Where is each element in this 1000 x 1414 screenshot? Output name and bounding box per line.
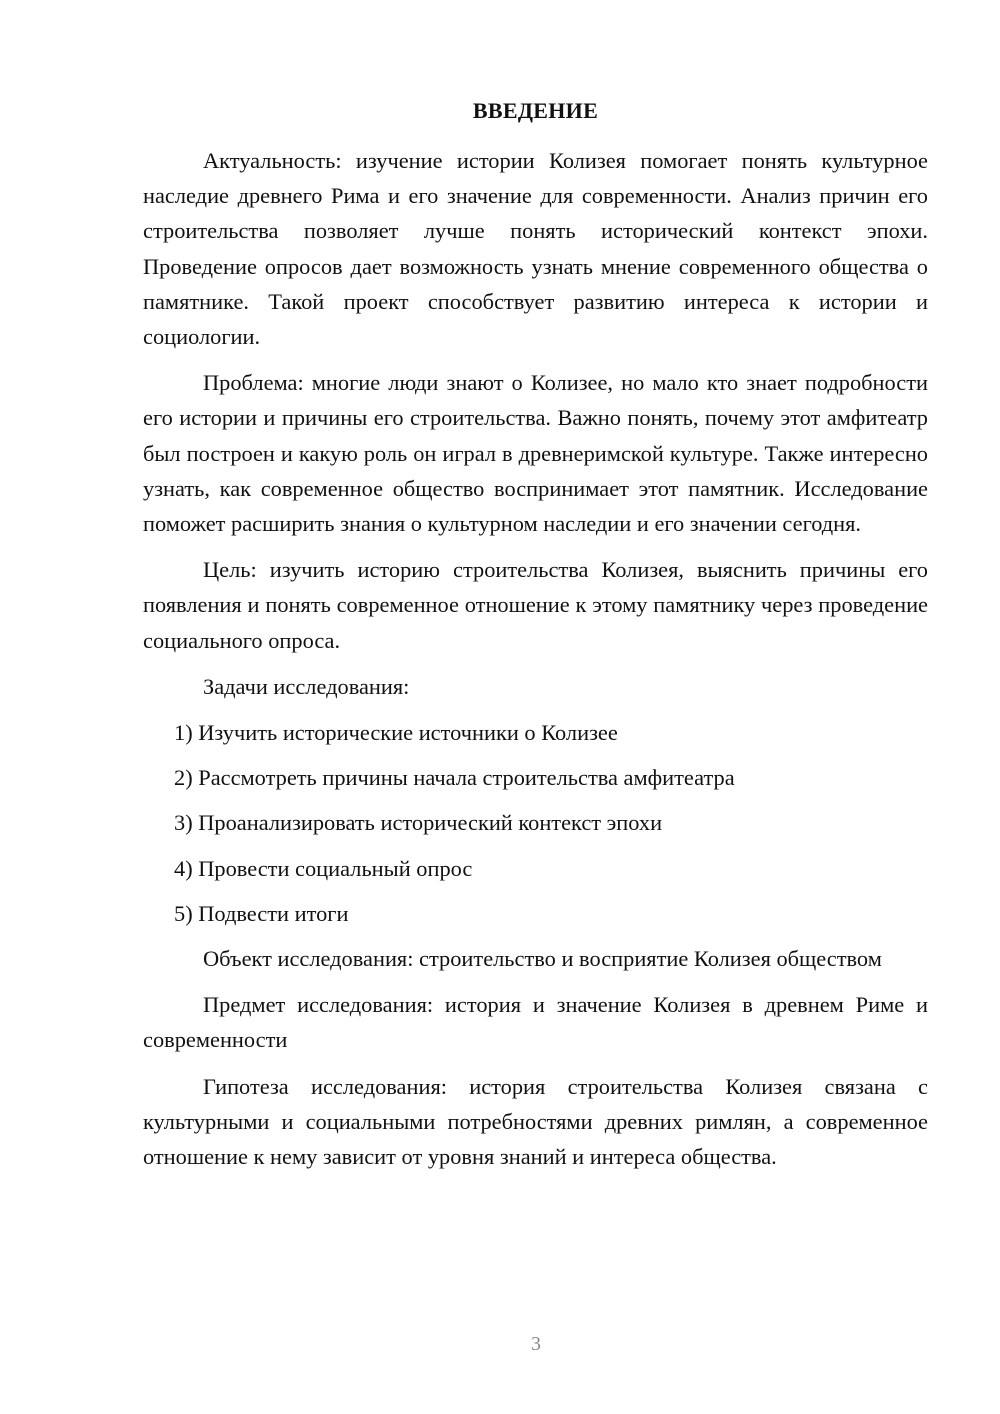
task-item: 5) Подвести итоги (174, 900, 349, 926)
relevance-paragraph: Актуальность: изучение истории Колизея помогает понять культурное наследие древнего Рима и его значение для современности. Анализ причин его строительства позволяет лучше понять исторический контекст эпохи. Проведение опросов дает возможность узнать мнение современного общества о памятнике. Такой проект способствует развитию интереса к истории и социологии. (143, 148, 928, 350)
hypothesis-paragraph: Гипотеза исследования: история строительства Колизея связана с культурными и социальными потребностями древних римлян, а современное отношение к нему зависит от уровня знаний и интереса общества. (143, 1073, 928, 1170)
task-item: 2) Рассмотреть причины начала строительства амфитеатра (174, 765, 735, 791)
subject-paragraph: Предмет исследования: история и значение Колизея в древнем Риме и современности (143, 992, 928, 1053)
problem-paragraph: Проблема: многие люди знают о Колизее, но мало кто знает подробности его истории и причины его строительства. Важно понять, почему этот амфитеатр был построен и какую роль он играл в древнеримской культуре. Также интересно узнать, как современное общество воспринимает этот памятник. Исследование поможет расширить знания о культурном наследии и его значении сегодня. (143, 370, 928, 537)
task-item: 4) Провести социальный опрос (174, 855, 473, 881)
task-item: 1) Изучить исторические источники о Колизее (174, 720, 618, 746)
task-item: 3) Проанализировать исторический контекст эпохи (174, 810, 663, 836)
page-number: 3 (531, 1333, 541, 1355)
object-paragraph: Объект исследования: строительство и восприятие Колизея обществом (203, 946, 882, 972)
page-title: ВВЕДЕНИЕ (472, 98, 599, 123)
goal-paragraph: Цель: изучить историю строительства Колизея, выяснить причины его появления и понять современное отношение к этому памятнику через проведение социального опроса. (143, 557, 928, 653)
document-body (143, 143, 928, 1174)
tasks-heading: Задачи исследования: (203, 673, 410, 699)
